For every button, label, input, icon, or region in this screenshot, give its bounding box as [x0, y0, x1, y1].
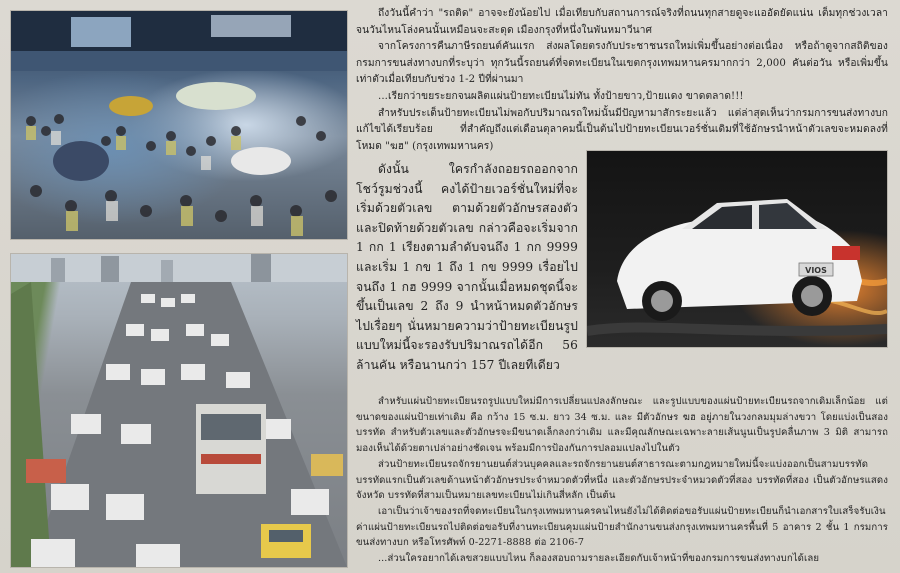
article-top-text: [356, 6, 888, 155]
article-paragraph-1: ถึงวันนี้คำว่า "รถติด" อาจจะยังน้อยไป เมื่อเทียบกับสถานการณ์จริงที่ถนนทุกสายดูจะแออัดยัดแน่น เต็มทุกช่วงเวลา จนวันไหนโล่งคนนั้นเหมือนจะสะดุด เมืองกรุงที่หนึ่งในพันหมาวีนาศ: [356, 8, 888, 36]
traffic-jam-photo: [10, 253, 348, 568]
article-paragraph-6: สำหรับแผ่นป้ายทะเบียนรถรูปแบบใหม่มีการเปลี่ยนแปลงลักษณะ และรูปแบบของแผ่นป้ายทะเบียนรถจากเดิมเล็กน้อย แต่ขนาดของแผ่นป้ายเท่าเดิม คือ กว้าง 15 ซ.ม. ยาว 34 ซ.ม. และ มีตัวอักษร ฆฮ อยู่ภายในวงกลมมุมล่างขวา โดยแบ่งเป็นสองบรรทัด สำหรับตัวเลขและตัวอักษรจะมีขนาดเล็กลงกว่าเดิม และมีคุณลักษณะเฉพาะลายเส้นนูนเป็นรูปคลื่นภาพ 3 มิติ สามารถมองเห็นได้ด้วยตาเปล่าอย่างชัดเจน พร้อมมีการป้องกันการปลอมแปลงไปในตัว: [356, 396, 888, 455]
article-paragraph-5: ดังนั้น ใครกำลังถอยรถออกจากโชว์รูมช่วงนี้ คงได้ป้ายเวอร์ชั่นใหม่ที่จะเริ่มด้วยตัวเลข ตามด้วยตัวอักษรสองตัว และปิดท้ายด้วยตัวเลข กล่าวคือจะเริ่มจาก 1 กก 1 เรียงตามลำดับจนถึง 1 กก 9999 และเริ่ม 1 กข 1 ถึง 1 กข 9999 เรื่อยไปจนถึง 1 กฮ 9999 จากนั้นเมื่อหมดชุดนี้จะขึ้นเป็นเลข 2 ถึง 9 นำหน้าหมดตัวอักษรไปเรื่อยๆ นั่นหมายความว่าป้ายทะเบียนรูปแบบใหม่นี้จะรองรับปริมาณรถได้อีก 56 ล้านคัน หรือนานกว่า 157 ปีเลยทีเดียว: [356, 162, 578, 372]
article-bottom-text: [356, 394, 888, 567]
motor-expo-crowd-photo: [10, 10, 348, 240]
article-paragraph-7: ส่วนป้ายทะเบียนรถจักรยานยนต์ส่วนบุคคลและรถจักรยานยนต์สาธารณะตามกฎหมายใหม่นี้จะแบ่งออกเป็นสามบรรทัด บรรทัดแรกเป็นตัวเลขด้านหน้าตัวอักษรประจำหมวดตัวที่หนึ่ง และตัวอักษรประจำหมวดตัวที่สอง บรรทัดที่สอง เป็นตัวอักษรแสดงจังหวัด บรรทัดที่สามเป็นหมายเลขทะเบียนไม่เกินสี่หลัก เป็นต้น: [356, 458, 888, 502]
article-mid-text: [356, 160, 578, 376]
toyota-vios-car-photo: [586, 150, 888, 348]
article-paragraph-3: ...เรียกว่าขยระยกจนผลิตแผ่นป้ายทะเบียนไม่ทัน ทั้งป้ายขาว,ป้ายแดง ขาดตลาด!!!: [378, 90, 744, 102]
article-paragraph-8: เอาเป็นว่าเจ้าของรถที่จดทะเบียนในกรุงเทพมหานครคนไหนยังไม่ได้ติดต่อขอรับแผ่นป้ายทะเบียนก็นำเอกสารใบเสร็จรับเงินค่าแผ่นป้ายทะเบียนรถไปติดต่อขอรับที่งานทะเบียนคุมแผ่นป้ายสำนักงานขนส่งกรุงเทพมหานครพื้นที่ 5 อาคาร 2 ชั้น 1 กรมการขนส่งทางบก หรือโทรศัพท์ 0-2271-8888 ต่อ 2106-7: [356, 505, 888, 549]
article-paragraph-9: ...ส่วนใครอยากได้เลขสวยแบบไหน ก็ลองสอบถามรายละเอียดกับเจ้าหน้าที่ของกรมการขนส่งทางบกได้เลย: [378, 553, 820, 565]
article-paragraph-4: สำหรับประเด็นป้ายทะเบียนไม่พอกับปริมาณรถใหม่นั้นมีปัญหามาสักระยะแล้ว แต่ล่าสุดเห็นว่ากรมการขนส่งทางบกแก้ไขได้เรียบร้อย ที่สำคัญถึงแต่เดือนตุลาคมนี้เป็นต้นไปป้ายทะเบียนเวอร์ชั่นเดิมที่ใช้อักษรนำหน้าตัวเลขจะหมดลงที่โหมด "ฆฮ" (กรุงเทพมหานคร): [356, 107, 888, 152]
article-paragraph-2: จากโครงการคืนภาษีรถยนต์คันแรก ส่งผลโดยตรงกับประชาชนรถใหม่เพิ่มขึ้นอย่างต่อเนื่อง หรือถ้าดูจากสถิติของกรมการขนส่งทางบกที่ระบุว่า ทุกวันนี้รถยนต์ที่จดทะเบียนในเขตกรุงเทพมหานครมากกว่า 2,000 คันต่อวัน หรือเพิ่มขึ้นเท่าตัวเมื่อเทียบกับช่วง 1-2 ปีที่ผ่านมา: [356, 41, 888, 86]
car-badge-text: VIOS: [805, 266, 827, 275]
